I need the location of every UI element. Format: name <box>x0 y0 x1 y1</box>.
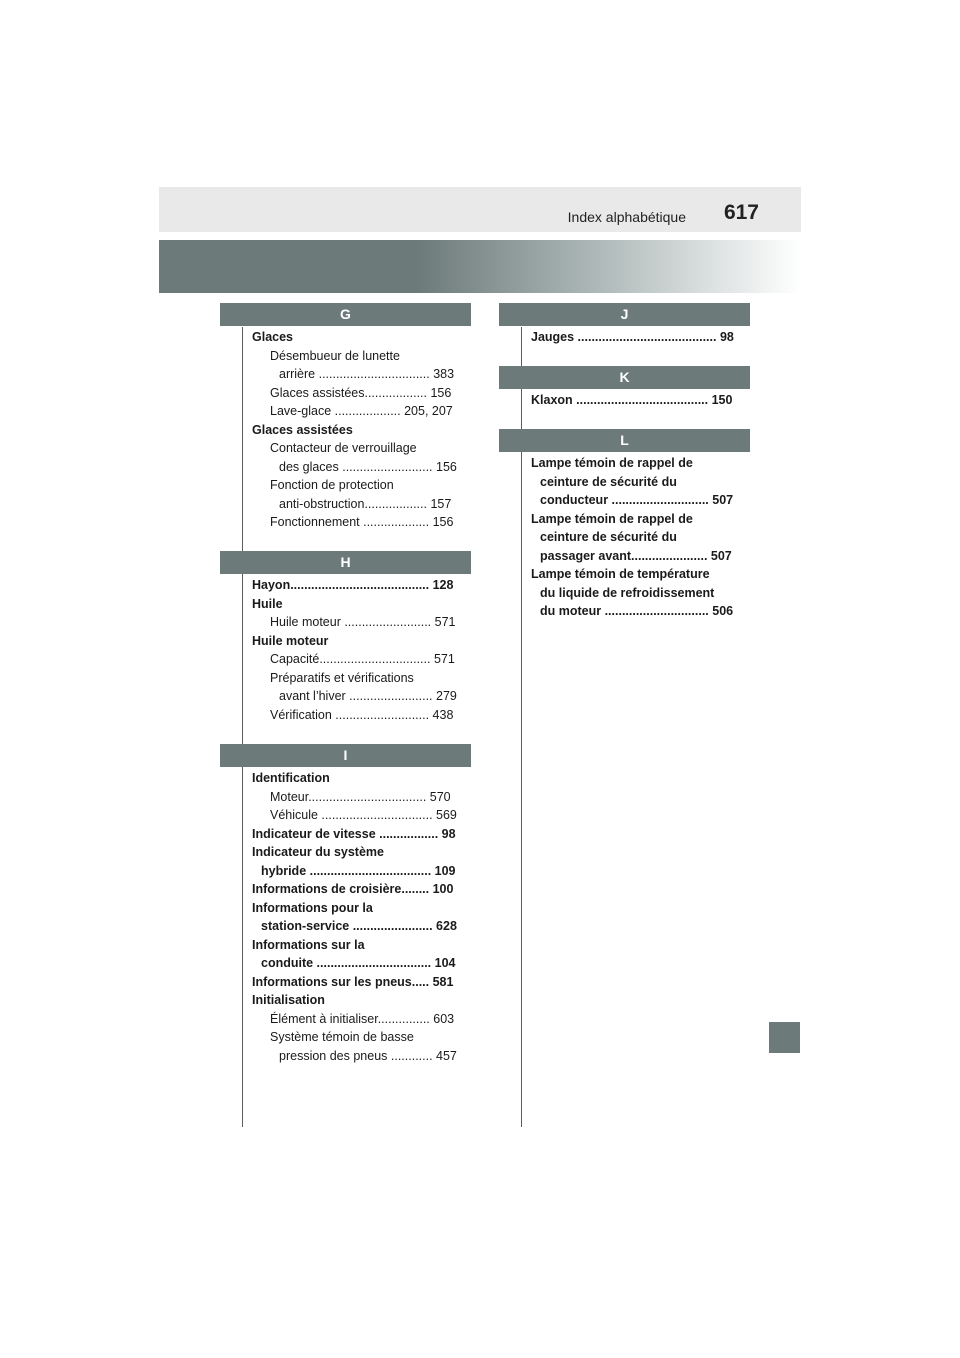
section-header-g: G <box>220 303 471 326</box>
index-entry: Informations sur la <box>252 937 365 952</box>
index-entry: Désembueur de lunette <box>270 348 400 363</box>
index-entry: Informations sur les pneus..... 581 <box>252 974 454 989</box>
index-entry: Élément à initialiser............... 603 <box>270 1011 455 1026</box>
index-entry: conduite ................................. 104 <box>261 956 456 970</box>
index-entry: Jauges ........................................ 98 <box>531 330 734 344</box>
index-entry: arrière ................................ 383 <box>279 367 455 381</box>
index-entry: Moteur.................................. 570 <box>270 789 451 804</box>
index-entry: Préparatifs et vérifications <box>270 670 414 685</box>
index-entry: Glaces assistées.................. 156 <box>270 385 452 400</box>
index-entry: Informations pour la <box>252 900 373 915</box>
index-entry: ceinture de sécurité du <box>540 474 677 489</box>
header-bar <box>159 187 801 232</box>
index-entry: Lampe témoin de température <box>531 567 710 581</box>
index-entry: conducteur ............................ 507 <box>540 493 734 507</box>
index-entry: Capacité................................ 571 <box>270 652 455 666</box>
decorative-banner <box>159 240 801 293</box>
section-entries-g <box>252 328 471 532</box>
section-entries-h <box>252 576 471 724</box>
index-entry: Indicateur de vitesse ................. 98 <box>252 826 456 841</box>
index-entry: Klaxon ...................................... 150 <box>531 393 733 407</box>
index-entry: Glaces assistées <box>252 422 353 437</box>
index-entry: Informations de croisière........ 100 <box>252 882 454 896</box>
index-entry: hybride ................................... 109 <box>261 863 456 878</box>
section-header-k: K <box>499 366 750 389</box>
column-divider-left <box>242 327 243 1127</box>
section-entries-j <box>531 328 750 347</box>
index-entry: Lampe témoin de rappel de <box>531 456 693 470</box>
index-entry: Contacteur de verrouillage <box>270 441 417 455</box>
index-entry: Lave-glace ................... 205, 207 <box>270 404 453 418</box>
index-entry: Initialisation <box>252 993 325 1007</box>
index-entry: Huile <box>252 596 283 611</box>
index-entry: Identification <box>252 771 330 785</box>
index-entry: Lampe témoin de rappel de <box>531 511 693 526</box>
chapter-tab-marker <box>769 1022 800 1053</box>
section-entries-k <box>531 391 750 410</box>
section-header-l: L <box>499 429 750 452</box>
index-entry: Système témoin de basse <box>270 1030 414 1044</box>
index-entry: des glaces .......................... 156 <box>279 459 457 474</box>
index-entry: Huile moteur <box>252 633 329 648</box>
section-header-i: I <box>220 744 471 767</box>
page-number: 617 <box>723 201 759 224</box>
index-entry: Fonction de protection <box>270 478 394 492</box>
section-header-h: H <box>220 551 471 574</box>
index-entry: Glaces <box>252 330 294 344</box>
index-entry: ceinture de sécurité du <box>540 530 677 544</box>
page-title: Index alphabétique <box>567 209 686 225</box>
section-entries-l <box>531 454 750 621</box>
index-entry: pression des pneus ............ 457 <box>279 1048 457 1063</box>
index-entry: Vérification ........................... 438 <box>270 707 454 722</box>
index-entry: station-service ....................... 628 <box>261 919 457 933</box>
section-entries-i <box>252 769 471 1065</box>
index-entry: Hayon........................................ 128 <box>252 578 454 592</box>
index-entry: Indicateur du système <box>252 845 384 859</box>
index-entry: anti-obstruction.................. 157 <box>279 496 452 511</box>
index-entry: Véhicule ................................ 569 <box>270 808 457 822</box>
section-header-j: J <box>499 303 750 326</box>
index-entry: du liquide de refroidissement <box>540 585 715 600</box>
index-entry: du moteur .............................. 506 <box>540 604 734 618</box>
index-entry: passager avant...................... 507 <box>540 548 732 563</box>
index-entry: avant l’hiver ........................ 279 <box>279 689 457 703</box>
index-entry: Fonctionnement ................... 156 <box>270 515 454 529</box>
index-entry: Huile moteur ......................... 571 <box>270 615 456 629</box>
